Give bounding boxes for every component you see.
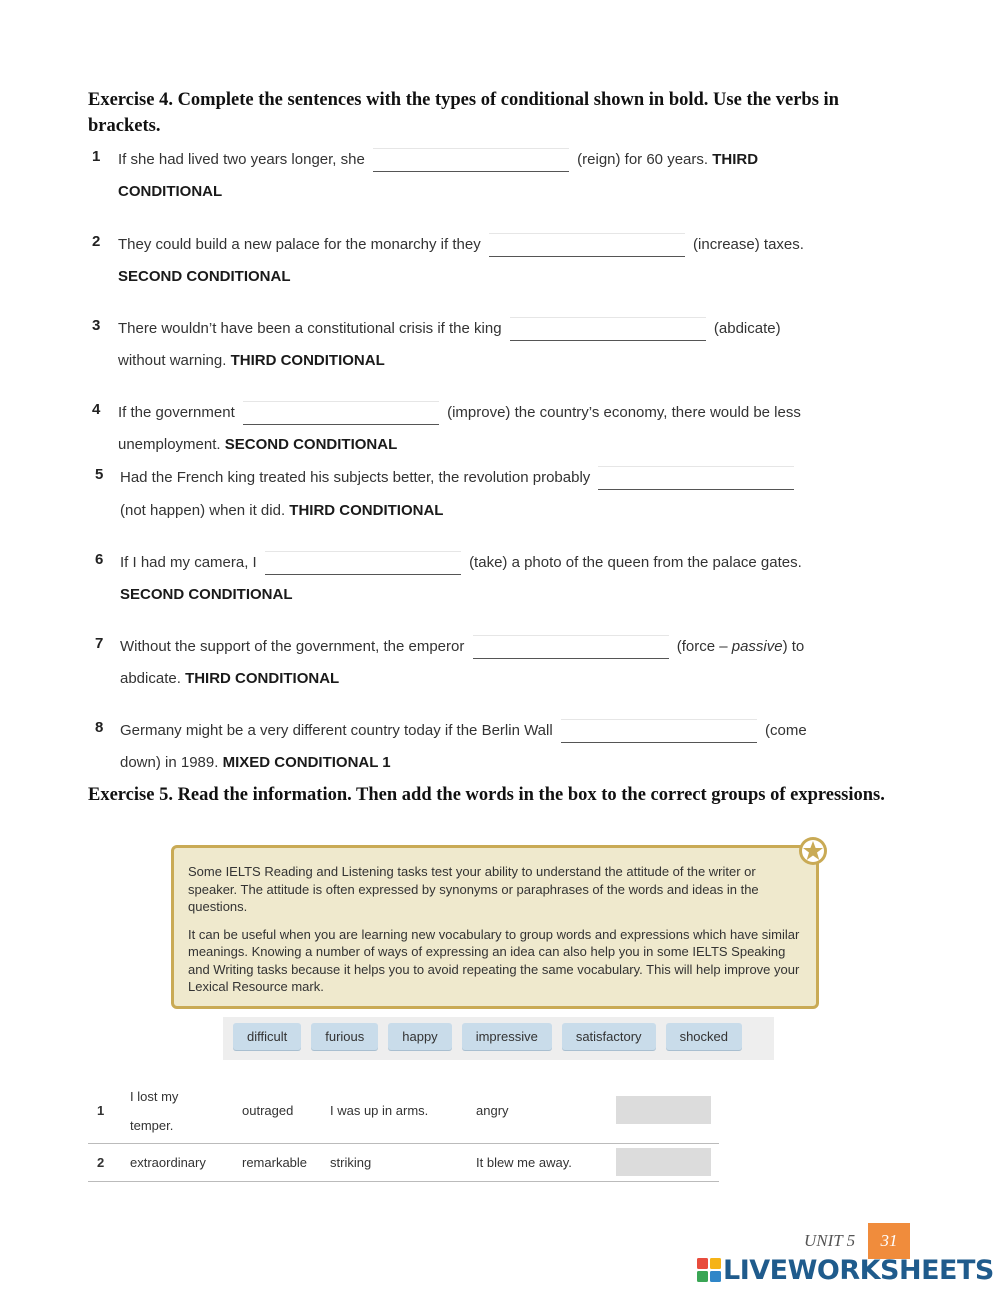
item-text-cont: (not happen) when it did. [120,502,286,519]
word-chip-happy[interactable]: happy [388,1023,451,1050]
conditional-tag: SECOND CONDITIONAL [118,268,291,285]
table-row [88,1144,719,1182]
star-badge-icon [798,836,828,866]
row-cell: I was up in arms. [330,1103,429,1118]
answer-blank-4[interactable] [243,401,439,425]
item-text-before: There wouldn’t have been a constitutional crisis if the king [118,319,502,337]
word-chip-difficult[interactable]: difficult [233,1023,301,1050]
item-text-cont: unemployment. [118,436,221,453]
item-text-after: (reign) for 60 years. [577,150,709,168]
conditional-tag: THIRD [712,150,759,168]
item-text-after-end: ) to [782,637,805,655]
page-number: 31 [868,1223,910,1259]
answer-blank-1[interactable] [373,148,569,172]
item-text-before: If she had lived two years longer, she [118,150,365,168]
row-cell: remarkable [242,1155,308,1170]
item-text-after: (increase) taxes. [693,235,804,253]
word-bank [223,1017,774,1060]
row-cell: It blew me away. [476,1155,572,1170]
row-cell: temper. [130,1118,174,1133]
row-cell: I lost my [130,1089,179,1104]
row-cell: extraordinary [130,1155,206,1170]
word-chip-shocked[interactable]: shocked [666,1023,742,1050]
logo-grid-icon [697,1258,721,1282]
row-number: 2 [97,1155,105,1170]
conditional-tag: THIRD CONDITIONAL [289,502,444,519]
item-text-cont: abdicate. [120,670,181,687]
item-text-before: Without the support of the government, the emperor [120,637,465,655]
item-number: 6 [95,551,104,568]
expression-table [88,1083,719,1182]
conditional-tag: SECOND CONDITIONAL [224,436,398,453]
item-text-after: (take) a photo of the queen from the palace gates. [469,553,802,571]
conditional-tag: MIXED CONDITIONAL 1 [222,754,391,771]
row-cell: striking [330,1155,372,1170]
item-text-before: Germany might be a very different country today if the Berlin Wall [120,721,553,739]
conditional-tag: THIRD CONDITIONAL [230,352,385,369]
exercise-4-heading: Exercise 4. Complete the sentences with the types of conditional shown in bold. Use the verbs in brackets. [88,90,839,136]
item-number: 8 [95,719,104,736]
table-row [88,1083,719,1144]
drop-zone-2[interactable] [616,1148,711,1176]
item-text-italic: passive [731,637,783,655]
answer-blank-7[interactable] [473,635,669,659]
item-text-after: (abdicate) [713,319,781,337]
word-chip-furious[interactable]: furious [311,1023,378,1050]
item-number: 4 [92,401,101,418]
item-text-before: If I had my camera, I [120,553,257,571]
info-box [171,845,819,1009]
answer-blank-3[interactable] [510,317,706,341]
conditional-tag: CONDITIONAL [118,183,223,200]
conditional-tag: THIRD CONDITIONAL [185,670,340,687]
word-chip-satisfactory[interactable]: satisfactory [562,1023,656,1050]
row-cell: outraged [242,1103,294,1118]
drop-zone-1[interactable] [616,1096,711,1124]
item-text-before: They could build a new palace for the monarchy if they [118,235,481,253]
item-text-after: (force – [676,637,728,655]
row-cell: angry [476,1103,509,1118]
answer-blank-2[interactable] [489,233,685,257]
item-text-before: If the government [118,403,235,421]
word-chip-impressive[interactable]: impressive [462,1023,552,1050]
row-number: 1 [97,1103,105,1118]
item-text-cont: down) in 1989. [120,754,219,771]
exercise-5-heading: Exercise 5. Read the information. Then add the words in the box to the correct groups of expressions. [88,785,885,805]
info-paragraph: Some IELTS Reading and Listening tasks test your ability to understand the attitude of the writer or speaker. The attitude is often expressed by synonyms or paraphrases of the words and ideas in the questions. [188,864,759,914]
brand-name: LIVEWORKSHEETS [723,1255,994,1286]
item-number: 7 [95,635,104,652]
answer-blank-5[interactable] [598,466,794,490]
item-number: 2 [92,233,101,250]
info-paragraph: It can be useful when you are learning new vocabulary to group words and expressions which have similar meanings. Knowing a number of ways of expressing an idea can also help you in some IELTS Speaking and Writing tasks because it helps you to avoid repeating the same vocabulary. This will help improve your Lexical Resource mark. [188,926,800,994]
item-number: 3 [92,317,101,334]
item-text-cont: without warning. [118,352,227,369]
answer-blank-6[interactable] [265,551,461,575]
item-text-after: (improve) the country’s economy, there would be less [447,403,801,421]
conditional-tag: SECOND CONDITIONAL [120,586,293,603]
item-text-after: (come [765,721,807,739]
answer-blank-8[interactable] [561,719,757,743]
item-number: 1 [92,148,101,165]
item-text-before: Had the French king treated his subjects better, the revolution probably [120,468,591,486]
unit-label: UNIT 5 [804,1231,856,1250]
item-number: 5 [95,466,104,483]
